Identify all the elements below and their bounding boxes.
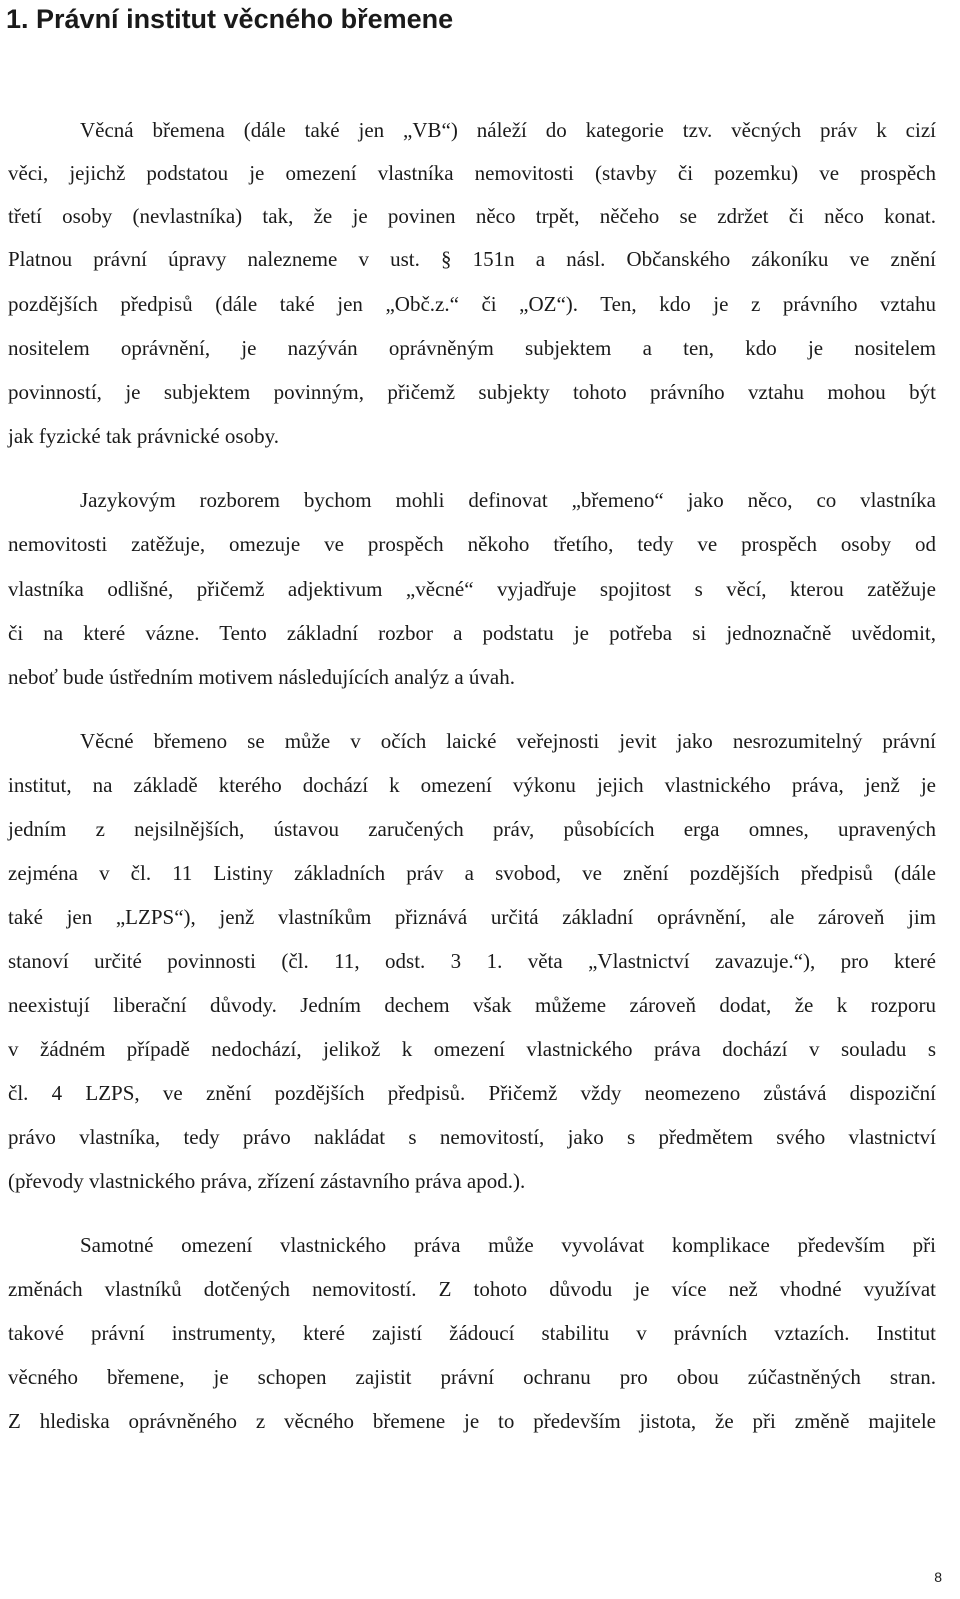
text-line: jak fyzické tak právnické osoby. [8, 424, 279, 448]
text-line: věci, jejichž podstatou je omezení vlastníka nemovitosti (stavby či pozemku) ve prospěch [8, 161, 936, 185]
text-line: Z hlediska oprávněného z věcného břemene je to především jistota, že při změně majitele [8, 1409, 936, 1433]
text-line: vlastníka odlišné, přičemž adjektivum „věcné“ vyjadřuje spojitost s věcí, kterou zatěžuje [8, 577, 936, 601]
page-title: 1. Právní institut věcného břemene [6, 4, 454, 34]
text-line: nositelem oprávnění, je nazýván oprávněným subjektem a ten, kdo je nositelem [8, 336, 936, 360]
text-line: institut, na základě kterého dochází k omezení výkonu jejich vlastnického práva, jenž je [8, 773, 936, 797]
text-line: pozdějších předpisů (dále také jen „Obč.z.“ či „OZ“). Ten, kdo je z právního vztahu [8, 292, 936, 316]
text-line: Samotné omezení vlastnického práva může vyvolávat komplikace především při [80, 1233, 936, 1257]
text-line: v žádném případě nedochází, jelikož k omezení vlastnického práva dochází v souladu s [8, 1037, 936, 1061]
text-line: jedním z nejsilnějších, ústavou zaručených práv, působících erga omnes, upravených [8, 817, 936, 841]
text-line: čl. 4 LZPS, ve znění pozdějších předpisů. Přičemž vždy neomezeno zůstává dispoziční [8, 1081, 936, 1105]
text-line: právo vlastníka, tedy právo nakládat s nemovitostí, jako s předmětem svého vlastnictví [8, 1125, 936, 1149]
text-line: či na které vázne. Tento základní rozbor a podstatu je potřeba si jednoznačně uvědomit, [8, 621, 936, 645]
text-line: nemovitosti zatěžuje, omezuje ve prospěch někoho třetího, tedy ve prospěch osoby od [8, 532, 936, 556]
text-line: takové právní instrumenty, které zajistí žádoucí stabilitu v právních vztazích. Institut [8, 1321, 936, 1345]
text-line: neboť bude ústředním motivem následujících analýz a úvah. [8, 665, 515, 689]
text-line: také jen „LZPS“), jenž vlastníkům přiznává určitá základní oprávnění, ale zároveň jim [8, 905, 936, 929]
text-line: změnách vlastníků dotčených nemovitostí. Z tohoto důvodu je více než vhodné využívat [8, 1277, 936, 1301]
text-line: neexistují liberační důvody. Jedním dechem však můžeme zároveň dodat, že k rozporu [8, 993, 936, 1017]
text-line: zejména v čl. 11 Listiny základních práv a svobod, ve znění pozdějších předpisů (dále [8, 861, 936, 885]
text-line: stanoví určité povinnosti (čl. 11, odst. 3 1. věta „Vlastnictví zavazuje.“), pro které [8, 949, 936, 973]
text-line: třetí osoby (nevlastníka) tak, že je povinen něco trpět, něčeho se zdržet či něco konat. [8, 204, 936, 228]
text-line: povinností, je subjektem povinným, přičemž subjekty tohoto právního vztahu mohou být [8, 380, 936, 404]
text-line: věcného břemene, je schopen zajistit právní ochranu pro obou zúčastněných stran. [8, 1365, 936, 1389]
page-number: 8 [934, 1569, 942, 1585]
text-line: Platnou právní úpravy nalezneme v ust. § 151n a násl. Občanského zákoníku ve znění [8, 247, 936, 271]
text-line: Jazykovým rozborem bychom mohli definovat „břemeno“ jako něco, co vlastníka [80, 488, 936, 512]
text-line: Věcná břemena (dále také jen „VB“) náleží do kategorie tzv. věcných práv k cizí [80, 118, 936, 142]
text-line: (převody vlastnického práva, zřízení zástavního práva apod.). [8, 1169, 526, 1193]
text-line: Věcné břemeno se může v očích laické veřejnosti jevit jako nesrozumitelný právní [80, 729, 936, 753]
